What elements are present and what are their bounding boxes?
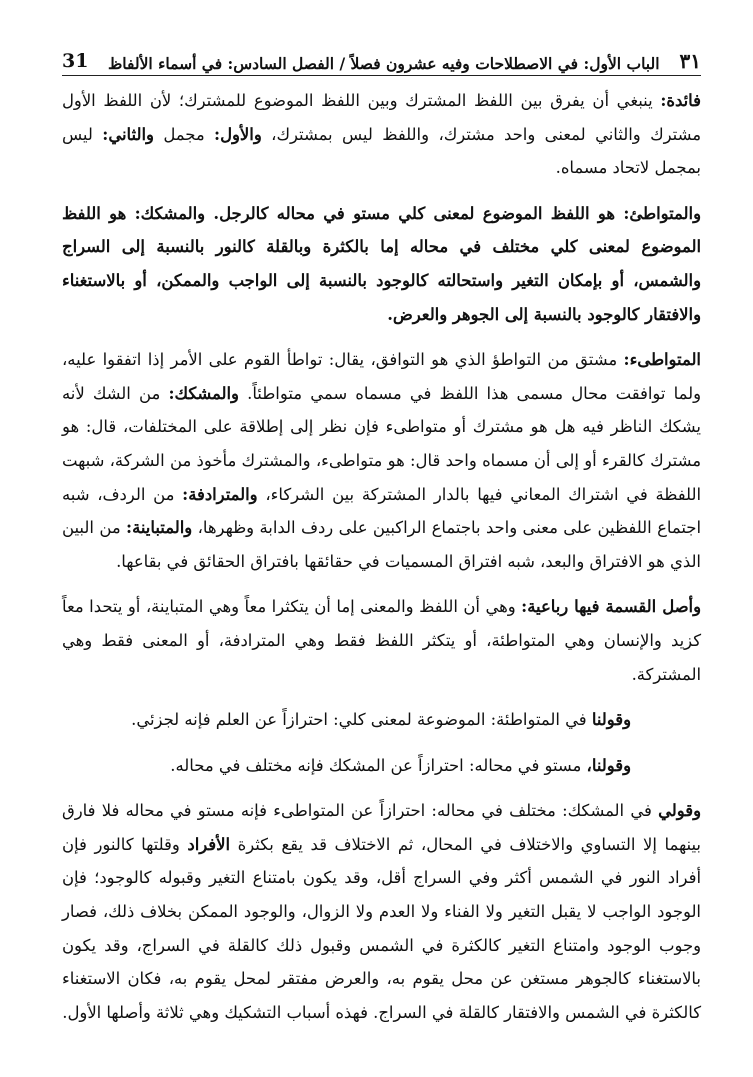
term-mutaradifa: والمترادفة: xyxy=(182,484,258,504)
paragraph-text: مشتق من التواطؤ الذي هو التوافق، يقال: تواطأ القوم على الأمر إذا اتفقوا عليه، ولما توافقت محال مسمى هذا اللفظ في مسماه سمي متواطئاً. xyxy=(62,350,701,403)
paragraph-text: ليس بمجمل لاتحاد مسماه. xyxy=(62,124,701,178)
paragraph-text: ينبغي أن يفرق بين اللفظ المشترك وبين اللفظ الموضوع للمشترك؛ لأن اللفظ الأول مشترك والثاني لمعنى واحد مشترك، واللفظ ليس بمشترك، xyxy=(62,91,702,144)
paragraph-mutawati xyxy=(62,343,701,578)
paragraph-text: مجمل xyxy=(153,124,215,144)
paragraph-text: وقلتها كالنور فإن أفراد النور في الشمس أكثر وفي السراج أقل، وقد يكون بامتناع التغير وقبوله كالوجود؛ فإن الوجود الواجب لا يقبل التغير ولا الفناء ولا العدم ولا الزوال، والوجود الممكن بخلاف ذلك، فصار وجوب الوجود وامتناع التغير كالكثرة في الشمس وقبول ذلك كالقلة في السراج، وقد يكون بالاستغناء كالجوهر مستغن عن محل يقوم به، والعرض مفتقر لمحل يقوم به، فكان الاستغناء كالكثرة في الشمس والافتقار كالقلة في السراج. فهذه أسباب التشكيك وهي ثلاثة وأصلها الأول. xyxy=(62,834,701,1022)
term-qawluna: وقولنا، xyxy=(586,755,631,775)
term-faida: فائدة: xyxy=(660,91,701,110)
term-qawluna: وقولنا xyxy=(591,710,631,730)
term-mutabayina: والمتباينة: xyxy=(126,518,193,538)
running-title: الباب الأول: في الاصطلاحات وفيه عشرون فصلاً / الفصل السادس: في أسماء الألفاظ xyxy=(107,53,660,73)
term-qisma: وأصل القسمة فيها رباعية: xyxy=(521,597,701,617)
term-thani: والثاني: xyxy=(102,124,154,144)
paragraph-text: من البين الذي هو الافتراق والبعد، شبه افتراق المسميات في حقائقها بافتراق الحقائق في بقاعها. xyxy=(62,518,701,571)
paragraph-faida xyxy=(62,84,701,185)
paragraph-text: من الشك لأنه يشكك الناظر فيه هل هو مشترك أو متواطىء فإن نظر إلى إطلاقة على المختلفات، قال: هو مشترك كالقرء أو إلى أن مسماه واحد قال: هو متواطىء، والمشترك مأخوذ من الشركة، شبهت اللفظة في اشتراك المعاني فيها بالدار المشتركة بين الشركاء، xyxy=(62,383,701,504)
paragraph-text: في المشكك: مختلف في محاله: احترازاً عن المتواطىء فإنه مستو في محاله فلا فارق بينهما إلا التساوي والاختلاف في المحال، ثم الاختلاف قد يقع بكثرة xyxy=(62,801,701,854)
paragraph-definitions: والمتواطئ: هو اللفظ الموضوع لمعنى كلي مستو في محاله كالرجل. والمشكك: هو اللفظ الموضوع لمعنى كلي مختلف في محاله إما بالكثرة وبالقلة كالنور بالنسبة إلى السراج والشمس، أو بإمكان التغير واستحالته كالوجود بالنسبة إلى الواجب والممكن، أو بالاستغناء والافتقار كالوجود بالنسبة إلى الجوهر والعرض. xyxy=(62,203,701,324)
paragraph-qawluna-2 xyxy=(62,749,701,783)
page-number-latin: 31 xyxy=(62,50,89,72)
term-mutawati: المتواطىء: xyxy=(623,350,701,370)
page-body xyxy=(62,76,701,1029)
term-mushakkik: والمشكك: xyxy=(168,383,239,403)
running-header xyxy=(62,42,701,76)
paragraph-text: من الردف، شبه اجتماع اللفظين على معنى واحد باجتماع الراكبين على ردف الدابة وظهرها، xyxy=(62,484,701,538)
term-awwal: والأول: xyxy=(214,124,262,144)
paragraph-text: مستو في محاله: احترازاً عن المشكك فإنه مختلف في محاله. xyxy=(170,755,587,775)
term-afrad: الأفراد xyxy=(187,834,231,854)
paragraph-text: في المتواطئة: الموضوعة لمعنى كلي: احترازاً عن العلم فإنه لجزئي. xyxy=(131,710,592,730)
paragraph-qawli xyxy=(62,794,701,1029)
page-number-arabic: ٣١ xyxy=(679,49,701,73)
paragraph-qisma xyxy=(62,590,701,691)
term-qawli: وقولي xyxy=(658,801,701,821)
paragraph-qawluna-1 xyxy=(62,703,701,737)
paragraph-text: وهي أن اللفظ والمعنى إما أن يتكثرا معاً وهي المتباينة، أو يتحدا معاً كزيد والإنسان وهي المتواطئة، أو يتكثر اللفظ فقط وهي المترادفة، أو المعنى فقط وهي المشتركة. xyxy=(62,597,701,684)
